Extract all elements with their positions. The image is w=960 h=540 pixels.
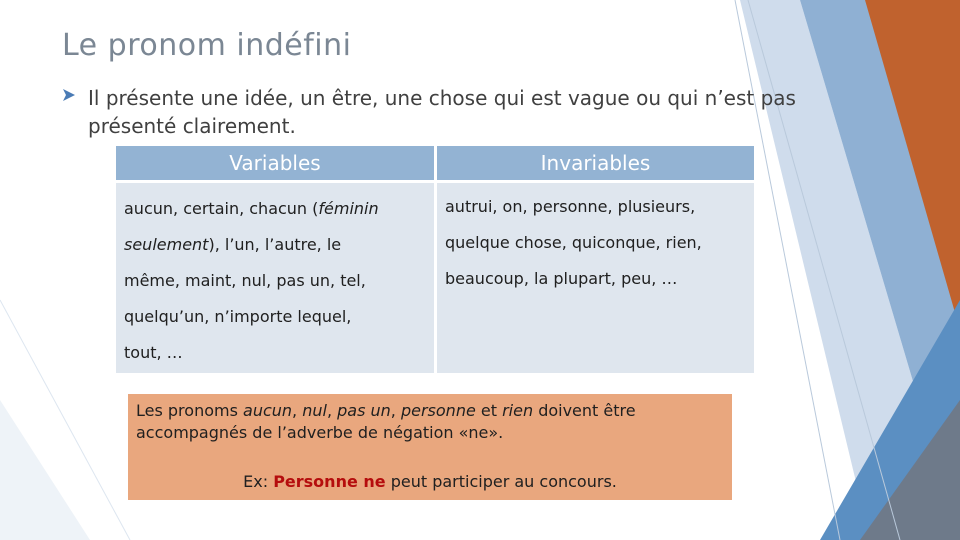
invariables-line: quelque chose, quiconque, rien, — [445, 233, 702, 252]
example-highlight: Personne ne — [273, 472, 386, 491]
header-variables: Variables — [116, 146, 436, 182]
negation-note-text: Les pronoms aucun, nul, pas un, personne et rien doivent être accompagnés de l’adverbe de négation «ne». — [136, 401, 636, 442]
variables-line: tout, … — [124, 343, 183, 362]
slide-title: Le pronom indéfini — [62, 28, 352, 63]
invariables-line: autrui, on, personne, plusieurs, — [445, 197, 696, 216]
decor-left-bottom-triangle — [0, 400, 90, 540]
example-sentence: Ex: Personne ne peut participer au concours. — [243, 472, 617, 491]
pronoun-table — [116, 146, 754, 373]
variables-line: quelqu’un, n’importe lequel, — [124, 307, 352, 326]
negation-note-box — [128, 394, 732, 500]
variables-line: aucun, certain, chacun (féminin — [124, 199, 379, 218]
variables-cell — [116, 182, 436, 374]
invariables-cell — [436, 182, 755, 374]
header-invariables: Invariables — [436, 146, 755, 182]
bullet-text: Il présente une idée, un être, une chose qui est vague ou qui n’est pas présenté clairement. — [88, 86, 796, 138]
variables-line: seulement), l’un, l’autre, le — [124, 235, 342, 254]
invariables-line: beaucoup, la plupart, peu, … — [445, 269, 678, 288]
bullet-arrow-icon — [62, 88, 76, 102]
variables-line: même, maint, nul, pas un, tel, — [124, 271, 366, 290]
